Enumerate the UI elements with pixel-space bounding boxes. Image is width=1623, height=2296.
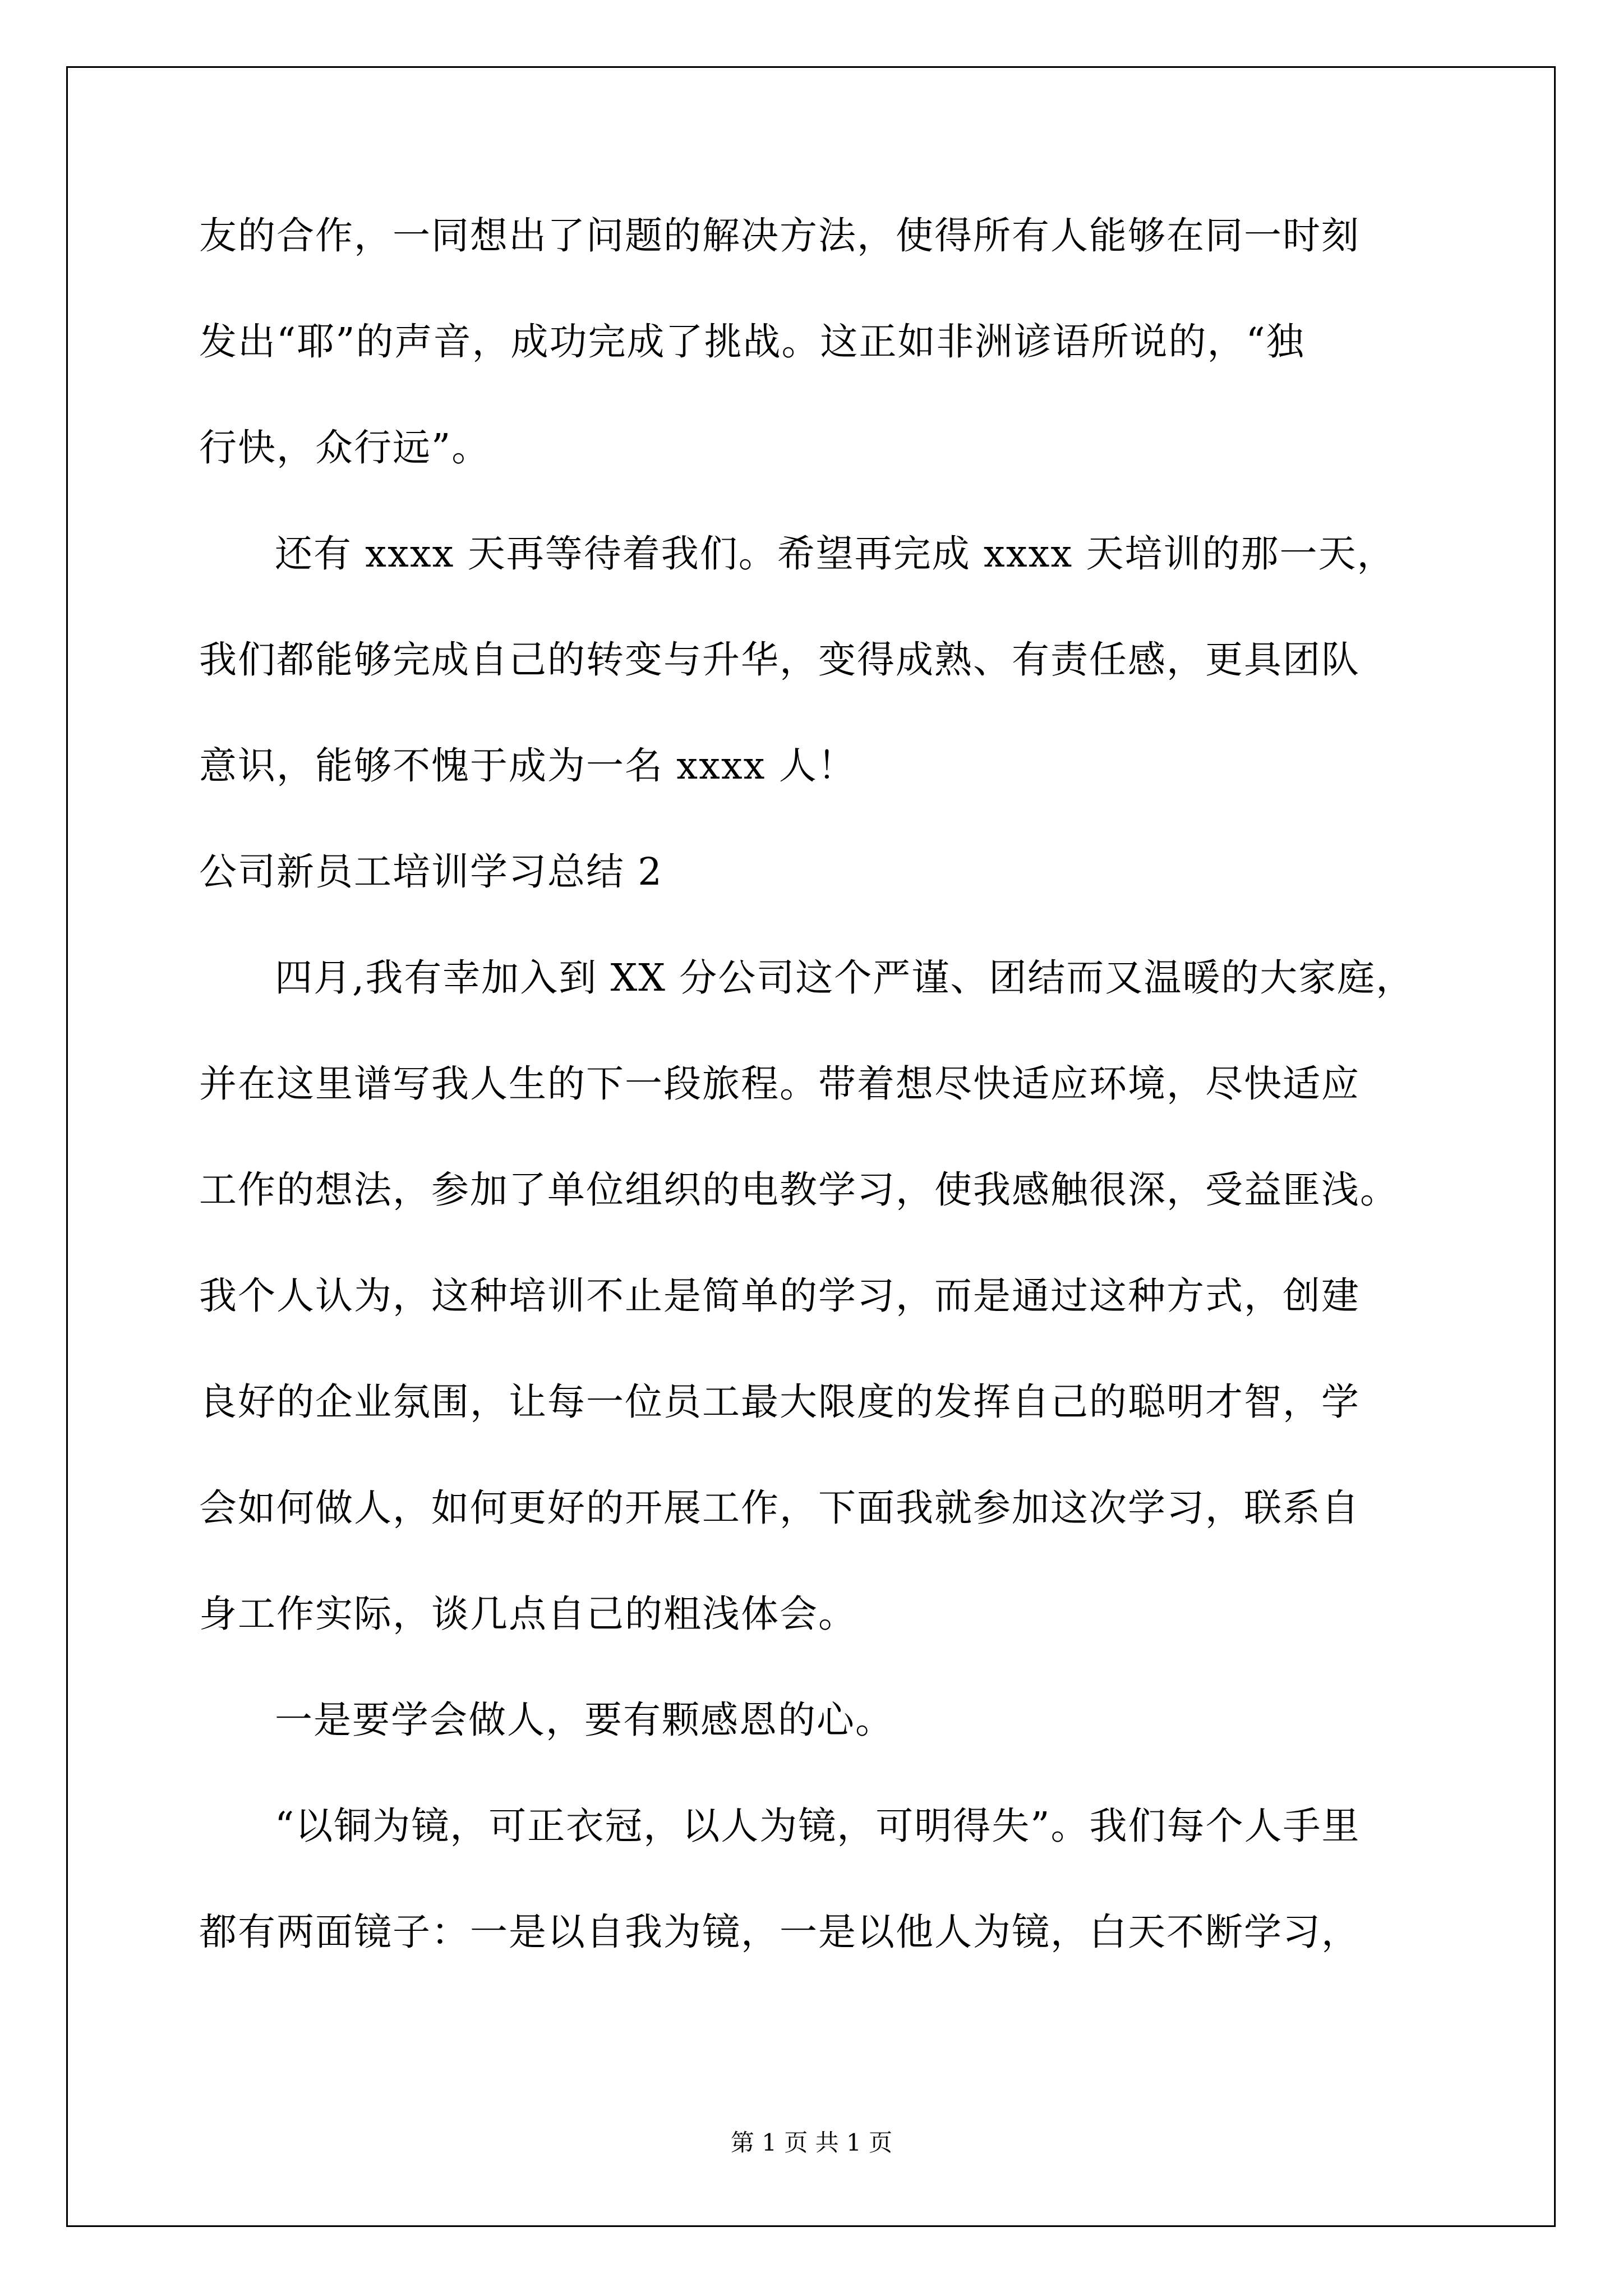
paragraph-start: 一是要学会做人，要有颗感恩的心。 bbox=[275, 1698, 894, 1742]
paragraph-start: “以铜为镜，可正衣冠，以人为镜，可明得失”。我们每个人手里 bbox=[275, 1804, 1361, 1848]
text-line: 意识，能够不愧于成为一名 xxxx 人！ bbox=[199, 744, 856, 788]
text-line: 我们都能够完成自己的转变与升华，变得成熟、有责任感，更具团队 bbox=[199, 638, 1360, 682]
text-line: 身工作实际，谈几点自己的粗浅体会。 bbox=[199, 1592, 857, 1636]
text-line: 都有两面镜子：一是以自我为镜，一是以他人为镜，白天不断学习， bbox=[199, 1910, 1360, 1954]
text-line: 行快，众行远”。 bbox=[199, 426, 491, 470]
text-line: 并在这里谱写我人生的下一段旅程。带着想尽快适应环境，尽快适应 bbox=[199, 1062, 1360, 1106]
text-line: 工作的想法，参加了单位组织的电教学习，使我感触很深，受益匪浅。 bbox=[199, 1168, 1399, 1212]
text-line: 发出“耶”的声音，成功完成了挑战。这正如非洲谚语所说的，“独 bbox=[199, 320, 1305, 364]
page-footer: 第 1 页 共 1 页 bbox=[730, 2129, 893, 2156]
text-line: 良好的企业氛围，让每一位员工最大限度的发挥自己的聪明才智，学 bbox=[199, 1380, 1360, 1424]
text-line: 我个人认为，这种培训不止是简单的学习，而是通过这种方式，创建 bbox=[199, 1274, 1360, 1318]
paragraph-start: 还有 xxxx 天再等待着我们。希望再完成 xxxx 天培训的那一天， bbox=[275, 532, 1396, 576]
text-line: 会如何做人，如何更好的开展工作，下面我就参加这次学习，联系自 bbox=[199, 1486, 1360, 1530]
page-frame bbox=[66, 66, 1556, 2227]
section-heading: 公司新员工培训学习总结 2 bbox=[199, 850, 663, 894]
paragraph-start: 四月,我有幸加入到 XX 分公司这个严谨、团结而又温暖的大家庭， bbox=[275, 956, 1415, 1000]
text-line: 友的合作，一同想出了问题的解决方法，使得所有人能够在同一时刻 bbox=[199, 214, 1360, 257]
